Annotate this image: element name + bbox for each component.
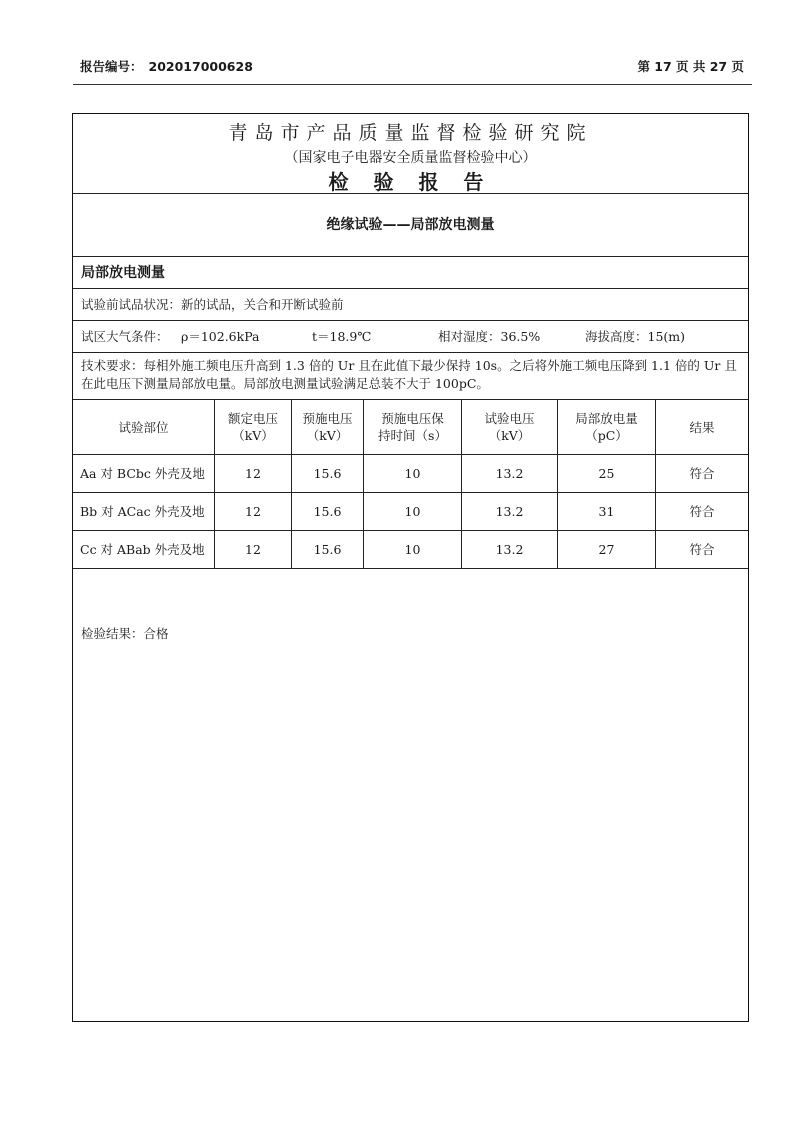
header-rule [73,84,752,85]
table-row [73,493,748,531]
title-block [73,114,748,194]
institute-name: 青岛市产品质量监督检验研究院 [228,122,593,144]
table-cell: 15.6 [292,493,364,530]
table-cell: 15.6 [292,531,364,568]
report-frame [72,113,749,1022]
table-cell: 符合 [689,504,715,519]
table-cell: 10 [364,493,462,530]
env-pressure: ρ＝102.6kPa [181,329,260,344]
report-number: 202017000628 [148,59,253,74]
header-cell: 预施电压（kV） [292,400,364,454]
table-cell: Cc 对 ABab 外壳及地 [73,531,215,568]
page-info: 第 17 页 共 27 页 [637,59,744,74]
header-cell: 局部放电量（pC） [558,400,656,454]
table-cell: Aa 对 BCbc 外壳及地 [73,455,215,492]
table-cell: 31 [558,493,656,530]
table-cell: 27 [558,531,656,568]
table-cell: 符合 [689,542,715,557]
env-humidity: 相对湿度：36.5% [438,329,541,344]
table-cell: 符合 [689,466,715,481]
report-number-label: 报告编号： [80,59,143,74]
table-cell: 12 [215,455,292,492]
table-cell: 13.2 [462,455,558,492]
table-cell: 10 [364,455,462,492]
test-conclusion: 检验结果：合格 [81,626,169,641]
institute-subtitle: （国家电子电器安全质量监督检验中心） [284,150,537,166]
table-row [73,455,748,493]
header-cell: 额定电压（kV） [215,400,292,454]
table-cell: 10 [364,531,462,568]
table-cell: 12 [215,493,292,530]
env-temperature: t＝18.9℃ [312,329,372,344]
subsection-title: 局部放电测量 [73,257,748,289]
table-cell: 12 [215,531,292,568]
section-title: 绝缘试验——局部放电测量 [73,194,748,257]
env-altitude: 海拔高度：15(m) [585,329,686,344]
header-cell: 试验电压（kV） [462,400,558,454]
table-cell: 25 [558,455,656,492]
env-label: 试区大气条件： [81,329,169,344]
report-number-line [80,57,253,75]
table-cell: 13.2 [462,493,558,530]
header-cell: 预施电压保持时间（s） [364,400,462,454]
sample-state: 试验前试品状况：新的试品，关合和开断试验前 [73,289,748,321]
header-cell: 试验部位 [73,400,215,454]
header-cell: 结果 [689,419,715,435]
table-header-row [73,400,748,455]
table-cell: 13.2 [462,531,558,568]
report-title: 检 验 报 告 [328,170,493,194]
table-cell: Bb 对 ACac 外壳及地 [73,493,215,530]
environment-row [73,321,748,353]
technical-requirement: 技术要求：每相外施工频电压升高到 1.3 倍的 Ur 且在此值下最少保持 10s。之后将外施工频电压降到 1.1 倍的 Ur 且在此电压下测量局部放电量。局部放电测量试验满足总装不大于 100pC。 [73,353,748,400]
table-row [73,531,748,569]
table-cell: 15.6 [292,455,364,492]
